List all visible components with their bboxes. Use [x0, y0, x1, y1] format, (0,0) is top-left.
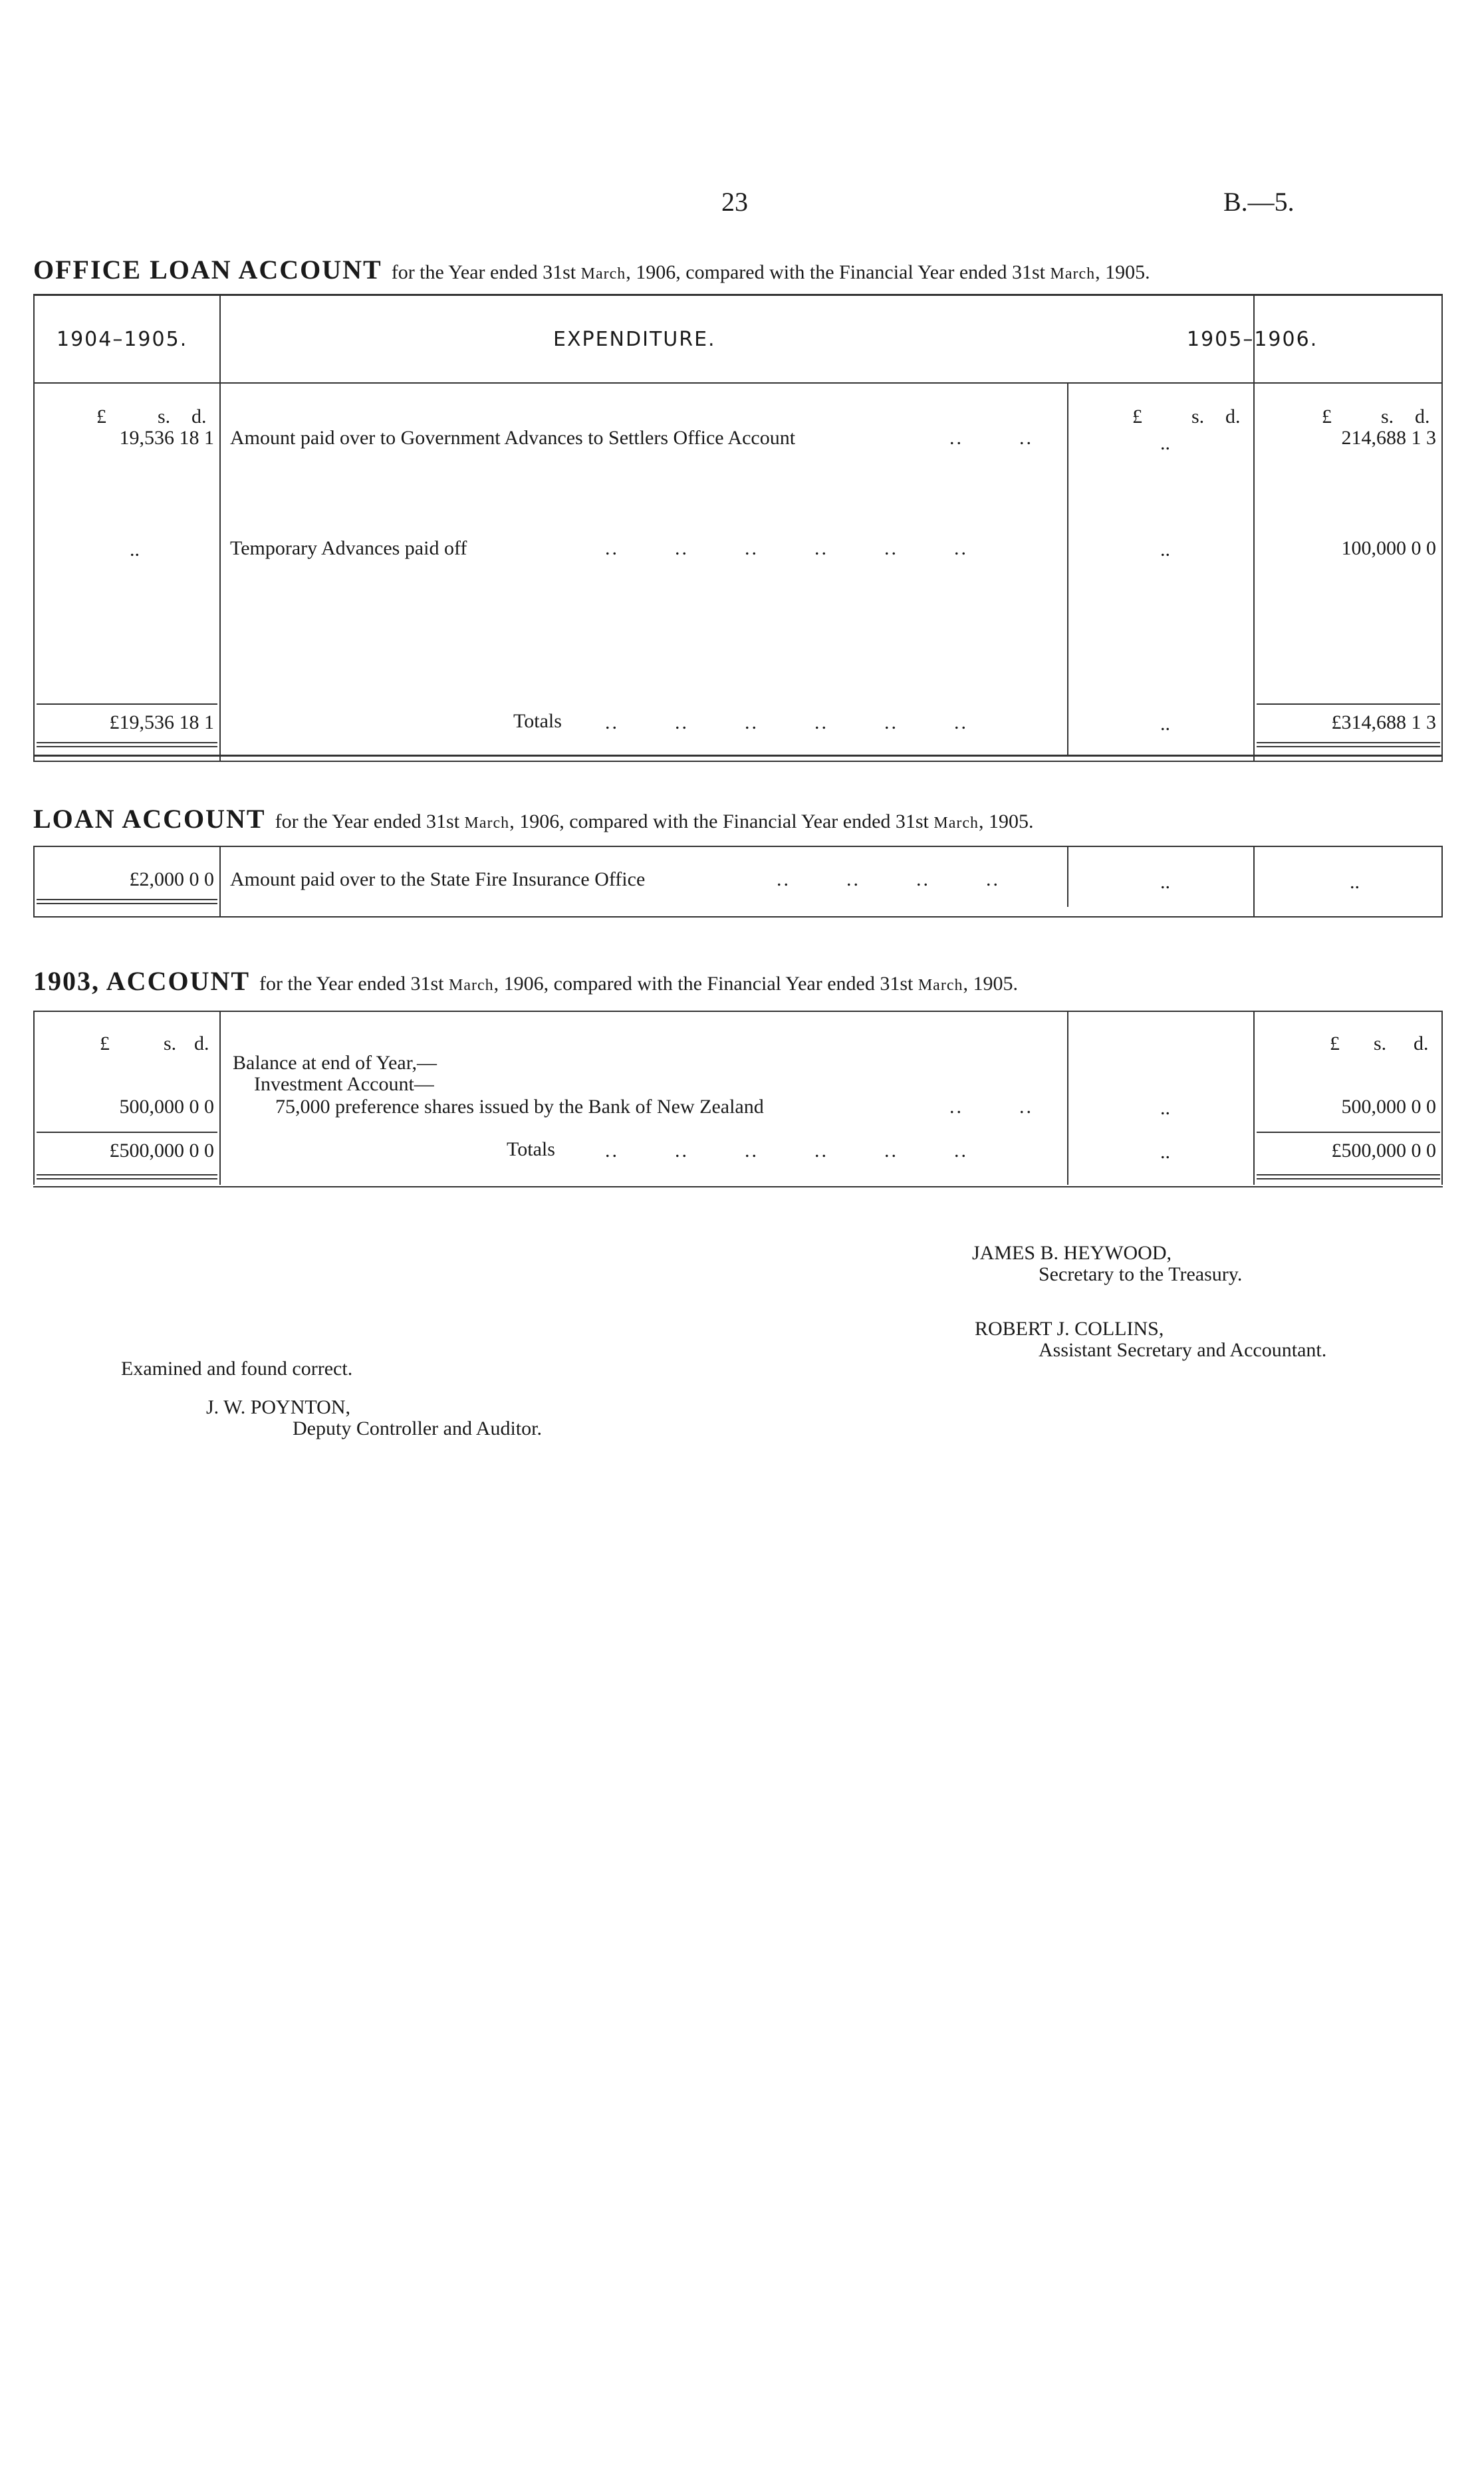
total-double-rule	[1257, 1174, 1440, 1175]
curr-amount: ..	[1350, 871, 1360, 893]
signatory-title: Assistant Secretary and Accountant.	[1039, 1339, 1327, 1361]
leader-dots: .. .. .. .. .. ..	[605, 1140, 968, 1162]
column-rule	[33, 846, 35, 918]
leader-dots: .. .. .. .. .. ..	[605, 711, 968, 733]
leader-dots: .. .. .. ..	[777, 868, 1000, 890]
total-double-rule	[37, 742, 217, 743]
total-double-rule	[1257, 1178, 1440, 1179]
unit-pound: £	[1330, 1033, 1340, 1054]
curr-amount: 500,000 0 0	[1341, 1096, 1436, 1118]
table-rule	[33, 846, 1443, 847]
unit-pound: £	[100, 1033, 110, 1054]
unit-pound: £	[96, 406, 106, 428]
leader-dots: .. ..	[949, 1096, 1033, 1118]
prev-total: £500,000 0 0	[109, 1140, 214, 1162]
page-number: 23	[721, 187, 748, 217]
total-double-rule	[37, 903, 217, 904]
column-rule	[33, 294, 35, 762]
header-1905-1906: 1905–1906.	[1187, 328, 1318, 351]
prev-amount: 19,536 18 1	[119, 427, 214, 449]
column-rule	[219, 1011, 221, 1185]
column-rule	[1441, 294, 1443, 762]
table-rule	[33, 382, 1443, 384]
row-description: Amount paid over to Government Advances to Settlers Office Account	[230, 427, 796, 449]
signatory-title: Secretary to the Treasury.	[1039, 1263, 1243, 1285]
total-rule	[1257, 703, 1440, 705]
audit-statement: Examined and found correct.	[121, 1358, 353, 1380]
prev-total: £19,536 18 1	[109, 711, 214, 733]
column-rule	[1441, 846, 1443, 918]
description-heading: Balance at end of Year,—	[233, 1052, 437, 1074]
leader-dots: .. ..	[949, 427, 1033, 449]
account-1903-title: 1903, ACCOUNT for the Year ended 31st March, 1906, compared with the Financial Year ended 31st March, 1905.	[33, 966, 1018, 996]
column-rule	[1441, 1011, 1443, 1185]
mid-amount: ..	[1160, 1097, 1170, 1119]
total-double-rule	[37, 746, 217, 747]
column-rule	[1067, 1011, 1068, 1185]
curr-amount: 100,000 0 0	[1341, 537, 1436, 559]
unit-pence: d.	[1414, 1033, 1429, 1054]
prev-amount: £2,000 0 0	[129, 868, 214, 890]
column-rule	[1253, 846, 1255, 918]
table-rule	[33, 755, 1443, 757]
total-double-rule	[37, 1174, 217, 1175]
total-double-rule	[1257, 742, 1440, 743]
mid-amount: ..	[1160, 432, 1170, 454]
column-rule	[219, 294, 221, 762]
row-description: 75,000 preference shares issued by the Bank of New Zealand	[275, 1096, 764, 1118]
mid-total: ..	[1160, 713, 1170, 735]
description-subheading: Investment Account—	[254, 1073, 434, 1095]
unit-pound: £	[1132, 406, 1142, 428]
unit-pound: £	[1322, 406, 1332, 428]
unit-pence: d.	[194, 1033, 209, 1054]
curr-total: £314,688 1 3	[1331, 711, 1436, 733]
header-1904-1905: 1904–1905.	[57, 328, 188, 351]
signatory-name: JAMES B. HEYWOOD,	[972, 1242, 1172, 1264]
unit-pence: d.	[1225, 406, 1241, 428]
unit-shillings: s.	[1191, 406, 1205, 428]
unit-shillings: s.	[1381, 406, 1394, 428]
signatory-name: ROBERT J. COLLINS,	[975, 1318, 1164, 1340]
total-double-rule	[1257, 746, 1440, 747]
table-rule	[33, 294, 1443, 296]
column-rule	[219, 846, 221, 918]
column-rule	[1067, 384, 1068, 756]
column-rule	[1253, 1011, 1255, 1185]
curr-total: £500,000 0 0	[1331, 1140, 1436, 1162]
total-double-rule	[37, 899, 217, 900]
total-double-rule	[37, 1178, 217, 1179]
column-rule	[1253, 294, 1255, 762]
unit-shillings: s.	[164, 1033, 177, 1054]
unit-shillings: s.	[1374, 1033, 1387, 1054]
column-rule	[1067, 846, 1068, 907]
signatory-name: J. W. POYNTON,	[206, 1396, 350, 1418]
mid-amount: ..	[1160, 539, 1170, 560]
curr-amount: 214,688 1 3	[1341, 427, 1436, 449]
prev-amount: ..	[130, 539, 140, 560]
column-rule	[33, 1011, 35, 1185]
document-reference: B.—5.	[1223, 187, 1295, 217]
table-rule	[33, 761, 1443, 762]
leader-dots: .. .. .. .. .. ..	[605, 537, 968, 559]
loan-account-title: LOAN ACCOUNT for the Year ended 31st March, 1906, compared with the Financial Year ended 31st March, 1905.	[33, 804, 1034, 834]
mid-amount: ..	[1160, 871, 1170, 893]
total-rule	[1257, 1132, 1440, 1133]
table-rule	[33, 1011, 1443, 1012]
total-rule	[37, 703, 217, 705]
row-description: Amount paid over to the State Fire Insurance Office	[230, 868, 646, 890]
unit-shillings: s.	[158, 406, 171, 428]
mid-total: ..	[1160, 1141, 1170, 1163]
row-description: Temporary Advances paid off	[230, 537, 467, 559]
unit-pence: d.	[1415, 406, 1430, 428]
total-rule	[37, 1132, 217, 1133]
signatory-title: Deputy Controller and Auditor.	[293, 1418, 542, 1439]
unit-pence: d.	[191, 406, 207, 428]
totals-label: Totals	[513, 710, 562, 732]
table-rule	[33, 1186, 1443, 1187]
office-loan-title: OFFICE LOAN ACCOUNT for the Year ended 31st March, 1906, compared with the Financial Year ended 31st March, 1905.	[33, 255, 1150, 285]
prev-amount: 500,000 0 0	[119, 1096, 214, 1118]
totals-label: Totals	[507, 1138, 555, 1160]
header-expenditure: EXPENDITURE.	[553, 328, 716, 351]
table-rule	[33, 916, 1443, 918]
